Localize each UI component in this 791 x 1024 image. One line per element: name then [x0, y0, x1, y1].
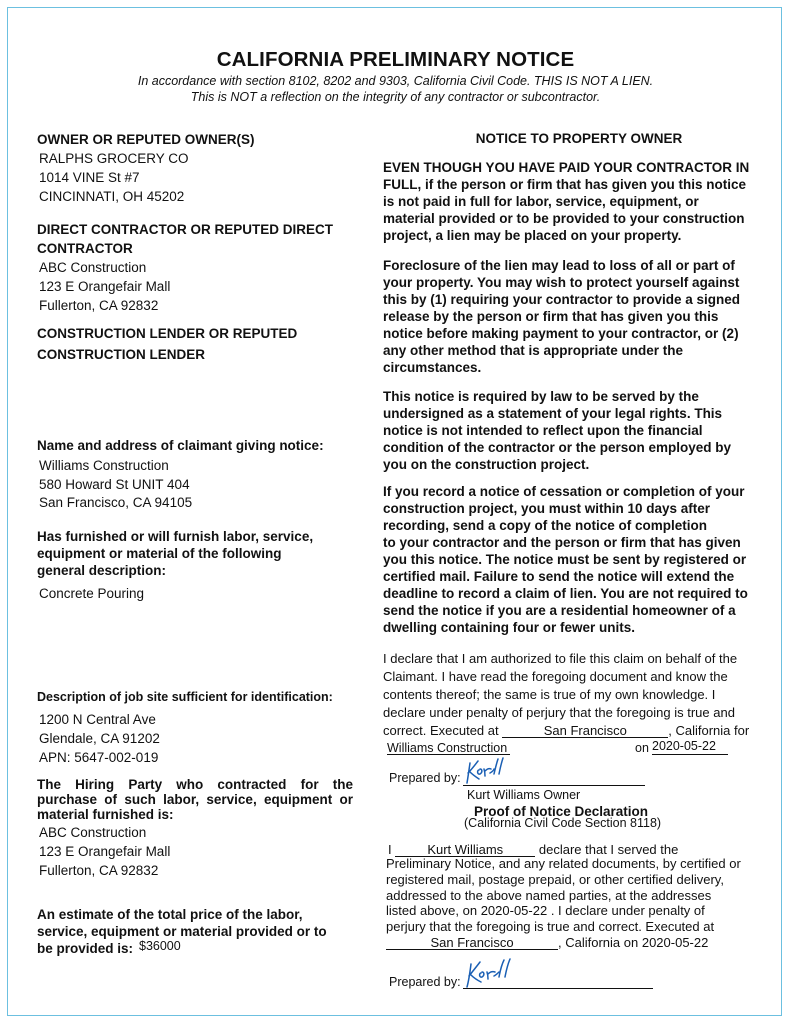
declaration-line: contents thereof; the same is true of my own knowledge. I: [383, 687, 716, 702]
proof-signature-image: [464, 956, 516, 990]
proof-text: [386, 856, 778, 904]
owner-line: 1014 VINE St #7: [39, 170, 140, 185]
jobsite-line: 1200 N Central Ave: [39, 712, 156, 727]
hiring-party-line: ABC Construction: [39, 825, 147, 840]
date-underline: [652, 754, 728, 755]
direct-contractor-heading: DIRECT CONTRACTOR OR REPUTED DIRECT: [37, 222, 334, 237]
declaration-line: I declare that I am authorized to file this claim on behalf of the: [383, 651, 738, 666]
proof-perjury-line: perjury that the foregoing is true and correct. Executed at: [386, 919, 715, 934]
notice-line: dwelling containing four or fewer units.: [383, 620, 636, 635]
signer-name: Kurt Williams Owner: [467, 788, 581, 802]
executed-suffix: , California for: [668, 723, 750, 738]
owner-line: RALPHS GROCERY CO: [39, 151, 189, 166]
subtitle-line-1: In accordance with section 8102, 8202 and 9303, California Civil Code. THIS IS NOT A LIEN.: [137, 74, 654, 88]
declaration-line: declare under penalty of perjury that the foregoing is true and: [383, 705, 735, 720]
notice-line: circumstances.: [383, 360, 482, 375]
proof-city: San Francisco: [386, 936, 558, 950]
direct-contractor-heading: CONTRACTOR: [37, 241, 133, 256]
furnished-value: Concrete Pouring: [39, 586, 145, 601]
proof-line1-suffix: declare that I served the: [538, 842, 679, 857]
notice-line: deadline to record a claim of lien. You are not required to: [383, 586, 748, 601]
hiring-party-line: 123 E Orangefair Mall: [39, 844, 171, 859]
jobsite-line: Glendale, CA 91202: [39, 731, 160, 746]
hiring-party-heading: The Hiring Party who contracted for the purchase of such labor, service, equipment or material furnished is:: [37, 777, 353, 822]
estimate-heading: service, equipment or material provided or to: [37, 924, 327, 939]
notice-line: FULL, if the person or firm that has given you this notice: [383, 177, 747, 192]
notice-line: Foreclosure of the lien may lead to loss of all or part of: [383, 258, 735, 273]
notice-line: certified mail. Failure to send the notice will extend the: [383, 569, 735, 584]
owner-heading: OWNER OR REPUTED OWNER(S): [37, 132, 255, 147]
direct-contractor-line: Fullerton, CA 92832: [39, 298, 159, 313]
furnished-heading: Has furnished or will furnish labor, service,: [37, 529, 314, 544]
hiring-party-line: Fullerton, CA 92832: [39, 863, 159, 878]
proof-city-suffix: , California on: [558, 935, 639, 950]
notice-line: this by (1) requiring your contractor to provide a signed: [383, 292, 741, 307]
declaration-text: [383, 650, 775, 722]
proof-line: registered mail, postage prepaid, or other certified delivery,: [386, 872, 724, 887]
notice-line: This notice is required by law to be served by the: [383, 389, 699, 404]
proof-line: addressed to the above named parties, at the addresses: [386, 888, 712, 903]
notice-line: you this notice. The notice must be sent by registered or: [383, 552, 747, 567]
proof-i: I: [388, 842, 392, 857]
prepared-by-label: Prepared by:: [389, 771, 461, 785]
claimant-line: 580 Howard St UNIT 404: [39, 477, 190, 492]
proof-city-line: [386, 934, 708, 952]
furnished-heading: equipment or material of the following: [37, 546, 282, 561]
jobsite-line: APN: 5647-002-019: [39, 750, 159, 765]
notice-paragraph-2: [383, 257, 775, 376]
proof-date-1: 2020-05-22: [480, 903, 548, 918]
jobsite-heading: Description of job site sufficient for identification:: [37, 690, 333, 704]
claimant-line: San Francisco, CA 94105: [39, 495, 193, 510]
notice-line: EVEN THOUGH YOU HAVE PAID YOUR CONTRACTOR IN: [383, 160, 750, 175]
notice-line: notice before making payment to your contractor, or (2): [383, 326, 739, 341]
proof-prepared-by-label: Prepared by:: [389, 975, 461, 989]
notice-line: construction project, you must within 10 days after: [383, 501, 711, 516]
proof-title: Proof of Notice Declaration: [474, 804, 649, 819]
notice-line: notice is not intended to reflect upon the financial: [383, 423, 703, 438]
executed-line: [383, 722, 749, 740]
notice-heading: NOTICE TO PROPERTY OWNER: [475, 131, 683, 146]
notice-line: project, a lien may be placed on your property.: [383, 228, 682, 243]
direct-contractor-line: 123 E Orangefair Mall: [39, 279, 171, 294]
direct-contractor-line: ABC Construction: [39, 260, 147, 275]
signature-image: [464, 755, 510, 787]
estimate-heading: An estimate of the total price of the labor,: [37, 907, 303, 922]
notice-line: to your contractor and the person or firm that has given: [383, 535, 741, 550]
claimant-line: Williams Construction: [39, 458, 169, 473]
subtitle-line-2: This is NOT a reflection on the integrity of any contractor or subcontractor.: [190, 90, 601, 104]
page-title: CALIFORNIA PRELIMINARY NOTICE: [216, 48, 575, 71]
furnished-heading: general description:: [37, 563, 167, 578]
executed-prefix: correct. Executed at: [383, 723, 499, 738]
proof-line: Preliminary Notice, and any related documents, by certified or: [386, 856, 741, 871]
notice-line: release by the person or firm that has given you this: [383, 309, 719, 324]
on-label: on: [635, 741, 649, 755]
notice-line: If you record a notice of cessation or completion of your: [383, 484, 745, 499]
for-party: Williams Construction: [387, 741, 508, 755]
notice-line: condition of the contractor or the person employed by: [383, 440, 732, 455]
notice-paragraph-3: [383, 388, 775, 473]
notice-line: you on the construction project.: [383, 457, 590, 472]
notice-paragraph-4: [383, 483, 775, 636]
lender-heading: CONSTRUCTION LENDER: [37, 347, 205, 362]
proof-name: Kurt Williams: [395, 843, 535, 857]
declaration-line: Claimant. I have read the foregoing document and know the: [383, 669, 728, 684]
notice-line: is not paid in full for labor, service, equipment, or: [383, 194, 699, 209]
lender-heading: CONSTRUCTION LENDER OR REPUTED: [37, 326, 298, 341]
notice-line: any other method that is appropriate under the: [383, 343, 684, 358]
proof-date-2: 2020-05-22: [641, 935, 709, 950]
notice-line: material provided or to be provided to your construction: [383, 211, 745, 226]
declaration-date: 2020-05-22: [652, 739, 716, 753]
proof-listed-prefix: listed above, on: [386, 903, 478, 918]
notice-line: send the notice if you are a residential homeowner of a: [383, 603, 736, 618]
estimate-value: $36000: [139, 939, 181, 953]
notice-line: your property. You may wish to protect yourself against: [383, 275, 740, 290]
notice-line: recording, send a copy of the notice of completion: [383, 518, 708, 533]
notice-paragraph-1: [383, 159, 775, 244]
claimant-heading: Name and address of claimant giving notice:: [37, 438, 324, 453]
estimate-heading: be provided is:: [37, 941, 134, 956]
executed-city: San Francisco: [502, 724, 668, 738]
proof-subtitle: (California Civil Code Section 8118): [464, 816, 662, 830]
owner-line: CINCINNATI, OH 45202: [39, 189, 185, 204]
notice-line: undersigned as a statement of your legal rights. This: [383, 406, 723, 421]
proof-listed-suffix: . I declare under penalty of: [550, 903, 705, 918]
